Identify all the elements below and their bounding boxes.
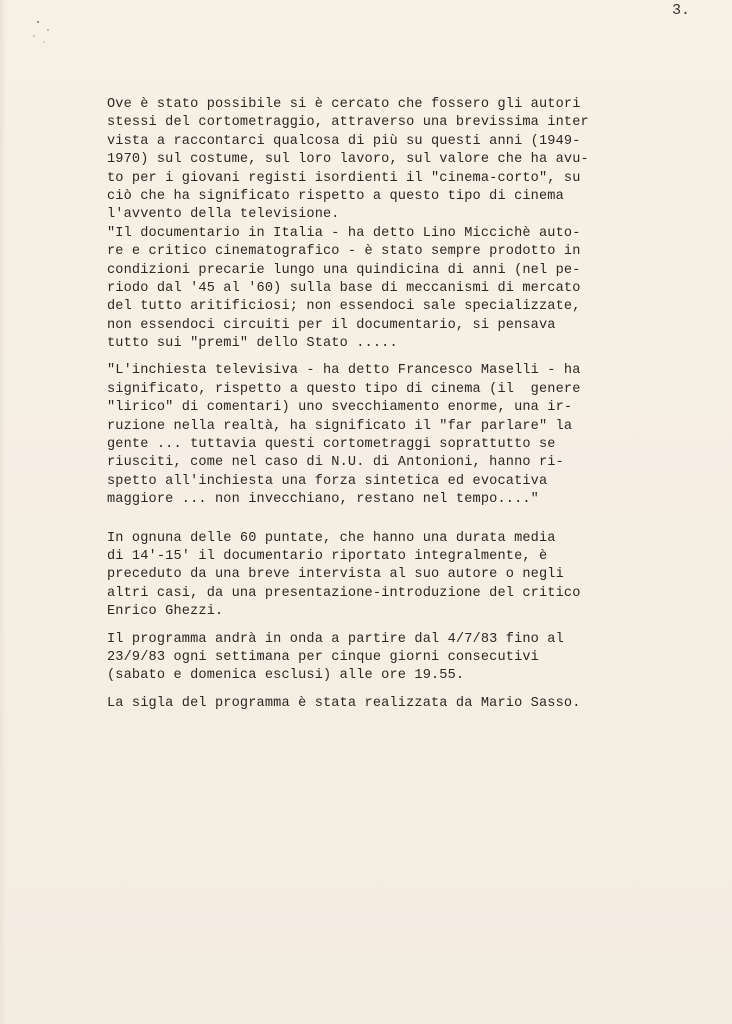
text-line: spetto all'inchiesta una forza sintetica ed evocativa bbox=[107, 473, 548, 489]
paragraph-episodes bbox=[107, 530, 667, 622]
text-line: preceduto da una breve intervista al suo autore o negli bbox=[107, 567, 564, 583]
text-line: tutto sui "premi" dello Stato ..... bbox=[107, 336, 398, 352]
text-line: La sigla del programma è stata realizzata da Mario Sasso. bbox=[107, 695, 581, 711]
text-line: maggiore ... non invecchiano, restano nel tempo...." bbox=[107, 492, 539, 508]
text-line: 23/9/83 ogni settimana per cinque giorni consecutivi bbox=[107, 649, 539, 665]
text-line: stessi del cortometraggio, attraverso una brevissima inter bbox=[107, 115, 589, 131]
text-line: condizioni precarie lungo una quindicina di anni (nel pe- bbox=[107, 262, 581, 278]
text-line: "lirico" di comentari) uno svecchiamento enorme, una ir- bbox=[107, 400, 573, 416]
text-line: vista a raccontarci qualcosa di più su questi anni (1949- bbox=[107, 133, 581, 149]
paragraph-quote-micciche bbox=[107, 225, 667, 354]
text-line: Ove è stato possibile si è cercato che fossero gli autori bbox=[107, 97, 581, 112]
text-line: riusciti, come nel caso di N.U. di Antonioni, hanno ri- bbox=[107, 455, 564, 471]
text-line: significato, rispetto a questo tipo di cinema (il genere bbox=[107, 381, 581, 397]
text-line: non essendoci circuiti per il documentario, si pensava bbox=[107, 317, 556, 333]
text-line: ciò che ha significato rispetto a questo tipo di cinema bbox=[107, 188, 564, 204]
text-line: In ognuna delle 60 puntate, che hanno una durata media bbox=[107, 530, 556, 546]
text-line: "L'inchiesta televisiva - ha detto Francesco Maselli - ha bbox=[107, 363, 581, 379]
text-line: l'avvento della televisione. bbox=[107, 207, 340, 223]
paragraph-credits bbox=[107, 695, 667, 713]
text-line: "Il documentario in Italia - ha detto Lino Miccichè auto- bbox=[107, 225, 581, 241]
text-line: ruzione nella realtà, ha significato il "far parlare" la bbox=[107, 418, 573, 434]
text-line: del tutto aritificiosi; non essendoci sale specializzate, bbox=[107, 299, 581, 315]
text-line: di 14'-15' il documentario riportato integralmente, è bbox=[107, 548, 548, 564]
text-line: altri casi, da una presentazione-introduzione del critico bbox=[107, 585, 581, 601]
paper-specks bbox=[26, 16, 66, 56]
text-line: (sabato e domenica esclusi) alle ore 19.55. bbox=[107, 668, 465, 684]
text-line: gente ... tuttavia questi cortometraggi soprattutto se bbox=[107, 437, 556, 453]
body-text bbox=[107, 96, 667, 713]
paragraph-intro bbox=[107, 96, 667, 225]
text-line: riodo dal '45 al '60) sulla base di meccanismi di mercato bbox=[107, 280, 581, 296]
text-line: Il programma andrà in onda a partire dal 4/7/83 fino al bbox=[107, 631, 564, 647]
text-line: 1970) sul costume, sul loro lavoro, sul valore che ha avu- bbox=[107, 152, 589, 168]
text-line: Enrico Ghezzi. bbox=[107, 604, 224, 620]
paragraph-quote-maselli bbox=[107, 362, 667, 509]
text-line: to per i giovani registi isordienti il "cinema-corto", su bbox=[107, 170, 581, 186]
paragraph-schedule bbox=[107, 631, 667, 686]
text-line: re e critico cinematografico - è stato sempre prodotto in bbox=[107, 244, 581, 260]
page-number: 3. bbox=[672, 2, 691, 19]
